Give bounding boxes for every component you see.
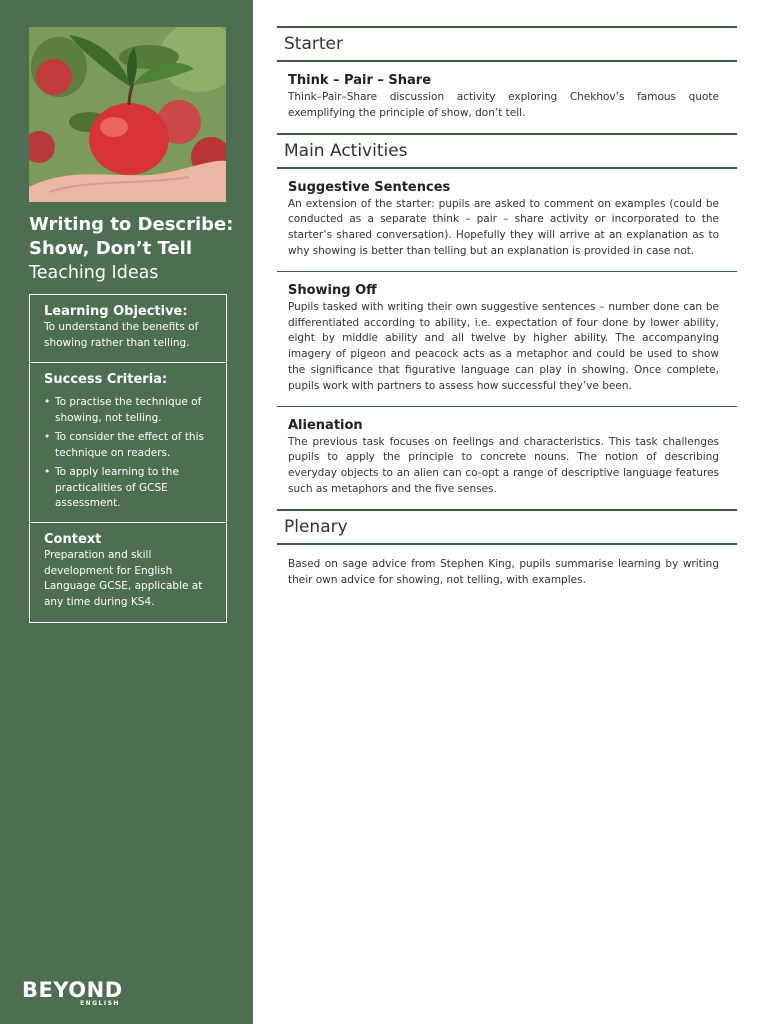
success-criteria-item: • To apply learning to the practicalities of GCSE assessment. bbox=[44, 465, 216, 512]
plenary-block bbox=[277, 545, 737, 600]
plenary-text: Based on sage advice from Stephen King, pupils summarise learning by writing their own advice for showing, not telling, with examples. bbox=[288, 557, 719, 586]
beyond-logo bbox=[22, 978, 123, 1007]
starter-title: Think – Pair – Share bbox=[288, 73, 432, 88]
success-criteria-box bbox=[29, 362, 227, 523]
apple-illustration bbox=[29, 27, 226, 202]
logo-subtext: ENGLISH bbox=[80, 1000, 120, 1007]
activity-text: Pupils tasked with writing their own suggestive sentences – number done can be differentiated according to ability, i.e. expectation of four done by lower ability, eight by middle ability and all twelve by higher ability. The accompanying imagery of pigeon and peacock acts as a metaphor and could be used to show the significance that figurative language can play in showing. Once complete, pupils work with partners to assess how successful they’ve been. bbox=[288, 300, 719, 392]
activity-text: An extension of the starter: pupils are asked to comment on examples (could be conducted as a separate think – pair – share activity or incorporated to the starter’s shared conversation). Hopefully they will arrive at an explanation as to why showing is better than telling but an explanation is provided in case not. bbox=[288, 197, 719, 257]
activity-block bbox=[277, 407, 737, 509]
context-box bbox=[29, 522, 227, 623]
starter-header: Starter bbox=[277, 26, 737, 62]
title-line-1: Writing to Describe: bbox=[29, 214, 234, 235]
success-criteria-heading: Success Criteria: bbox=[44, 372, 168, 387]
logo-wordmark: BEYOND bbox=[22, 978, 123, 1002]
document-subtitle: Teaching Ideas bbox=[29, 263, 159, 283]
activity-text: The previous task focuses on feelings and characteristics. This task challenges pupils to apply the principle to concrete nouns. The notion of describing everyday objects to an alien can co-opt a range of descriptive language features such as metaphors and the five senses. bbox=[288, 435, 719, 495]
learning-objective-box bbox=[29, 294, 227, 363]
activity-title: Showing Off bbox=[288, 282, 377, 298]
learning-objective-heading: Learning Objective: bbox=[44, 304, 188, 319]
document-title bbox=[29, 213, 244, 285]
starter-block bbox=[277, 62, 737, 133]
sidebar bbox=[0, 0, 253, 1024]
activity-title: Alienation bbox=[288, 417, 363, 433]
apple-photo bbox=[29, 27, 226, 202]
activity-block bbox=[277, 272, 737, 406]
activity-block bbox=[277, 169, 737, 271]
starter-text: Think–Pair–Share discussion activity exploring Chekhov’s famous quote exemplifying the principle of show, don’t tell. bbox=[288, 91, 719, 119]
context-heading: Context bbox=[44, 532, 102, 547]
activity-title: Suggestive Sentences bbox=[288, 179, 451, 195]
title-line-2: Show, Don’t Tell bbox=[29, 238, 192, 259]
context-text: Preparation and skill development for English Language GCSE, applicable at any time during KS4. bbox=[44, 549, 203, 608]
success-criteria-item: • To consider the effect of this technique on readers. bbox=[44, 430, 216, 461]
lesson-content bbox=[277, 26, 737, 599]
success-criteria-item: • To practise the technique of showing, not telling. bbox=[44, 395, 216, 426]
main-activities-header: Main Activities bbox=[277, 133, 737, 169]
success-criteria-list bbox=[44, 395, 216, 512]
plenary-header: Plenary bbox=[277, 509, 737, 545]
learning-objective-text: To understand the benefits of showing rather than telling. bbox=[44, 321, 199, 349]
